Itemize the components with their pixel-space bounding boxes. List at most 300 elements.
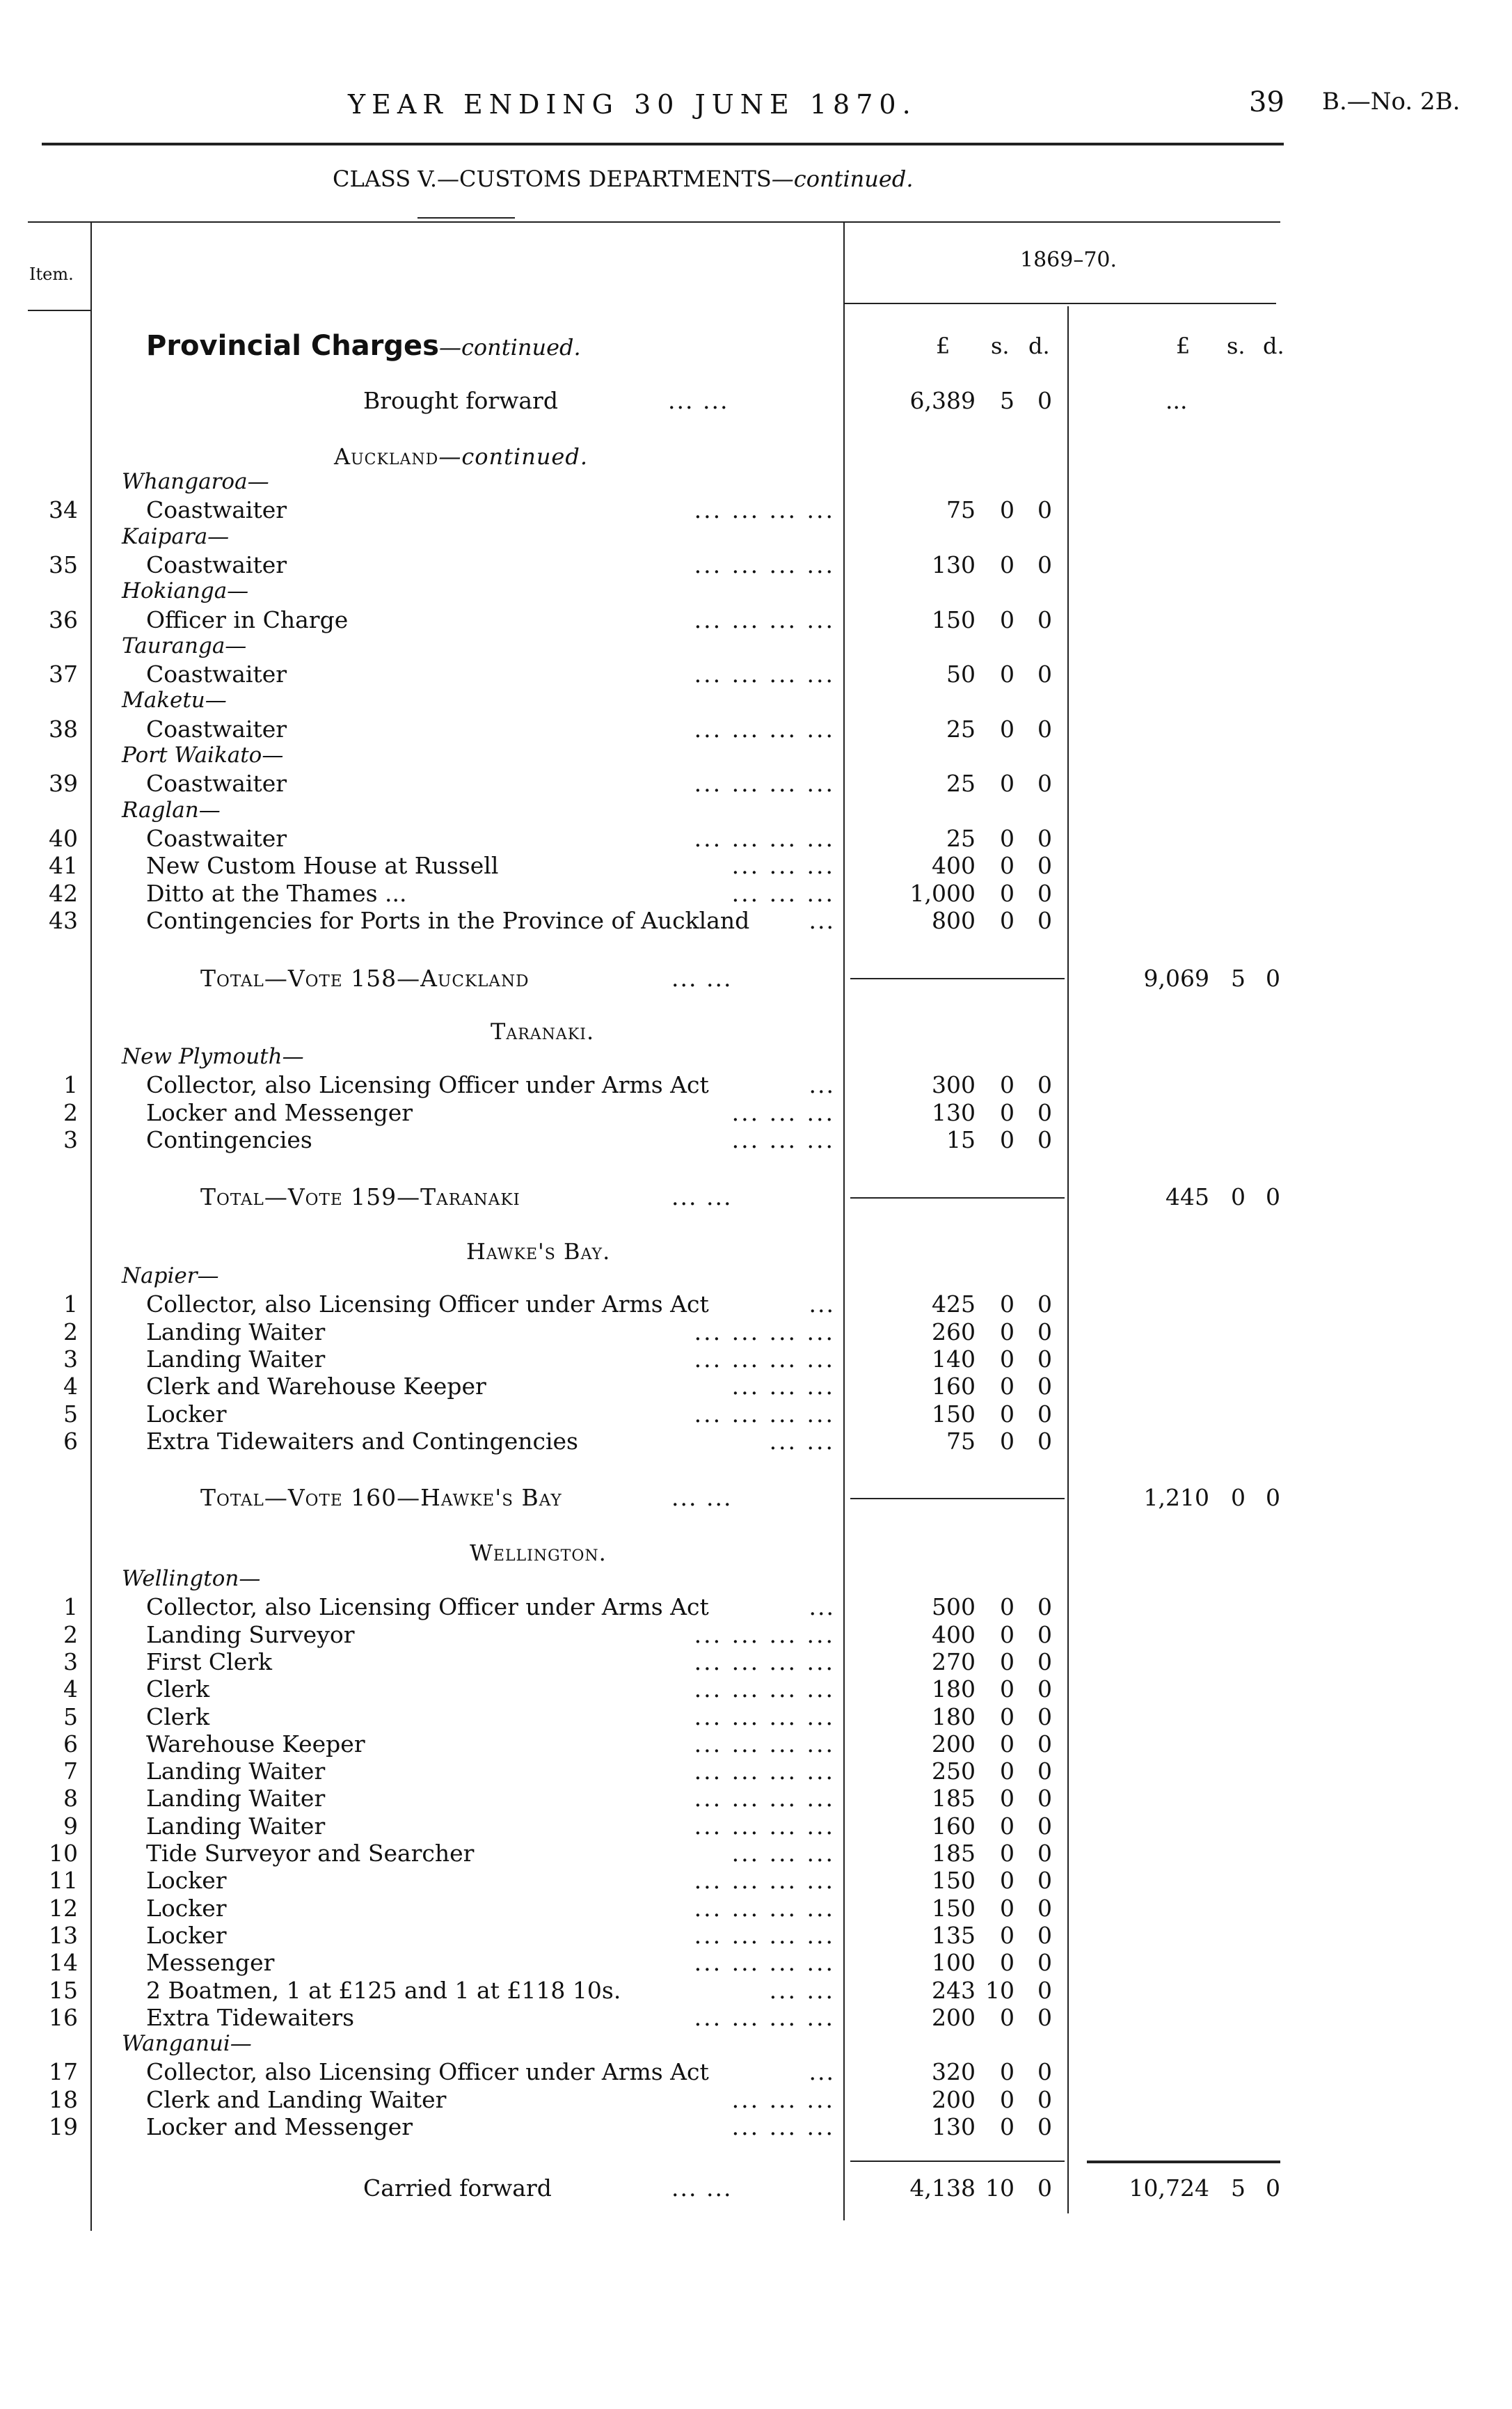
amount-pence: 0 [1037, 1648, 1052, 1675]
total-label: Total—Vote 158—Auckland [200, 965, 530, 992]
table-row [0, 1922, 1512, 1950]
shillings-header: s. [991, 333, 1010, 359]
table-row [0, 1099, 1512, 1127]
amount-pence: 0 [1037, 1730, 1052, 1758]
amount-pence: 0 [1037, 1894, 1052, 1922]
place-name: Hokianga— [122, 578, 249, 604]
item-description: Collector, also Licensing Officer under Arms Act [146, 1290, 709, 1318]
amount-shillings: 0 [1000, 2085, 1014, 2113]
amount-pounds: 75 [946, 496, 976, 524]
amount-pence: 0 [1037, 1976, 1052, 2004]
item-description: Locker [146, 1921, 227, 1949]
item-number: 2 [63, 1620, 78, 1648]
table-row [0, 1867, 1512, 1895]
place-name: Wanganui— [122, 2031, 252, 2057]
item-description: Collector, also Licensing Officer under Arms Act [146, 1593, 709, 1621]
item-description: Landing Waiter [146, 1785, 326, 1812]
table-row [0, 606, 1512, 634]
amount-pounds: 270 [932, 1648, 976, 1675]
year-header-rule [845, 303, 1276, 304]
place-name: Napier— [122, 1263, 219, 1288]
table-row [0, 2113, 1512, 2141]
class-title-rule [417, 217, 515, 219]
amount-pence: 0 [1037, 1785, 1052, 1812]
item-number: 34 [49, 496, 78, 524]
table-row [0, 661, 1512, 688]
item-number: 6 [63, 1730, 78, 1758]
amount-shillings: 0 [1000, 1400, 1014, 1428]
dot-leader: ... ... ... [731, 852, 835, 880]
amount-pence: 0 [1037, 906, 1052, 934]
item-number: 3 [63, 1125, 78, 1153]
item-number: 9 [63, 1812, 78, 1840]
table-row [0, 1290, 1512, 1318]
amount-pence: 0 [1037, 1703, 1052, 1730]
table-row [0, 1593, 1512, 1621]
amount-pounds: 400 [932, 1620, 976, 1648]
dot-leader: ... ... ... ... [694, 1894, 835, 1922]
amount-pence: 0 [1037, 824, 1052, 852]
subtotal-rule [850, 1197, 1065, 1199]
total-label: Total—Vote 160—Hawke's Bay [200, 1484, 562, 1511]
item-number: 42 [49, 879, 78, 907]
dot-leader: ... ... ... ... [694, 1758, 835, 1785]
item-description: Landing Surveyor [146, 1620, 355, 1648]
table-row [0, 1785, 1512, 1812]
pence-header: d. [1028, 333, 1050, 359]
amount-shillings: 0 [1000, 824, 1014, 852]
dot-leader: ... ... ... ... [694, 715, 835, 743]
amount-shillings: 0 [1000, 852, 1014, 880]
amount-shillings: 0 [1000, 661, 1014, 688]
total-pence: 0 [1266, 965, 1280, 992]
item-number: 3 [63, 1345, 78, 1373]
item-number: 11 [49, 1867, 78, 1895]
amount-pounds: 200 [932, 2085, 976, 2113]
item-number: 43 [49, 906, 78, 934]
amount-pounds: 300 [932, 1071, 976, 1099]
table-row [0, 852, 1512, 880]
dot-leader: ... ... ... ... [694, 1785, 835, 1812]
amount-shillings: 0 [1000, 1949, 1014, 1977]
total-shillings-header: s. [1227, 333, 1246, 359]
amount-pence: 0 [1037, 1867, 1052, 1895]
table-top-rule [28, 221, 1280, 223]
item-number: 12 [49, 1894, 78, 1922]
dot-leader: ... ... ... ... [694, 496, 835, 524]
amount-pounds: 185 [932, 1840, 976, 1867]
amount-pence: 0 [1037, 1620, 1052, 1648]
amount-shillings: 0 [1000, 879, 1014, 907]
item-description: Landing Waiter [146, 1345, 326, 1373]
amount-pence: 0 [1037, 2058, 1052, 2086]
table-row [0, 1373, 1512, 1400]
hawkes-bay-total-row [0, 1484, 1512, 1512]
amount-shillings: 0 [1000, 1125, 1014, 1153]
amount-shillings: 0 [1000, 1840, 1014, 1867]
dot-leader: ... ... ... ... [694, 661, 835, 688]
amount-pounds: 425 [932, 1290, 976, 1318]
amount-pence: 0 [1037, 661, 1052, 688]
amount-pounds: 1,000 [909, 879, 976, 907]
place-name: Port Waikato— [122, 743, 284, 768]
carried-forward-row [0, 2174, 1512, 2202]
amount-pence: 0 [1037, 1345, 1052, 1373]
total-label: Total—Vote 159—Taranaki [200, 1183, 520, 1210]
dot-leader: ... ... [671, 1484, 733, 1511]
item-description: Clerk and Warehouse Keeper [146, 1373, 486, 1400]
dot-leader: ... ... ... ... [694, 1730, 835, 1758]
amount-pence: 0 [1037, 2113, 1052, 2140]
item-description: Officer in Charge [146, 606, 349, 633]
table-row [0, 1318, 1512, 1346]
section-title: Provincial Charges—continued. [146, 330, 581, 362]
item-number: 41 [49, 852, 78, 880]
item-header-rule [28, 310, 90, 311]
amount-pence: 0 [1037, 1593, 1052, 1621]
item-description: Locker [146, 1867, 227, 1895]
amount-shillings: 0 [1000, 1785, 1014, 1812]
amount-shillings: 0 [1000, 1758, 1014, 1785]
item-column-header: Item. [29, 264, 74, 284]
dot-leader: ... [809, 1593, 835, 1621]
class-title: CLASS V.—CUSTOMS DEPARTMENTS—continued. [333, 166, 914, 192]
item-description: 2 Boatmen, 1 at £125 and 1 at £118 10s. [146, 1976, 621, 2004]
table-row [0, 1758, 1512, 1785]
total-pence: 0 [1266, 2174, 1280, 2202]
item-number: 1 [63, 1071, 78, 1099]
amount-shillings: 5 [1000, 387, 1014, 414]
item-description: Collector, also Licensing Officer under Arms Act [146, 1071, 709, 1099]
item-description: Locker [146, 1894, 227, 1922]
amount-shillings: 0 [1000, 1290, 1014, 1318]
dot-leader: ... ... ... ... [694, 1345, 835, 1373]
table-row [0, 1428, 1512, 1455]
amount-pence: 0 [1037, 715, 1052, 743]
dot-leader: ... [809, 1071, 835, 1099]
taranaki-total-row [0, 1183, 1512, 1211]
item-description: Coastwaiter [146, 770, 287, 798]
item-number: 15 [49, 1976, 78, 2004]
amount-pounds: 50 [946, 661, 976, 688]
total-pounds: 445 [1165, 1183, 1209, 1210]
item-description: Landing Waiter [146, 1318, 326, 1345]
total-shillings: 0 [1231, 1484, 1246, 1511]
item-description: First Clerk [146, 1648, 273, 1675]
dot-leader: ... ... ... ... [694, 1620, 835, 1648]
amount-pounds: 500 [932, 1593, 976, 1621]
amount-pounds: 25 [946, 824, 976, 852]
amount-pounds: 6,389 [909, 387, 976, 414]
table-row [0, 1703, 1512, 1731]
dot-leader: ... ... ... ... [694, 1812, 835, 1840]
item-description: Warehouse Keeper [146, 1730, 365, 1758]
item-description: Locker and Messenger [146, 2113, 413, 2140]
pound-header: £ [936, 333, 950, 359]
amount-pounds: 150 [932, 606, 976, 633]
amount-shillings: 0 [1000, 1867, 1014, 1895]
amount-pounds: 200 [932, 1730, 976, 1758]
item-number: 17 [49, 2058, 78, 2086]
place-name: Kaipara— [122, 523, 230, 549]
amount-pence: 0 [1037, 1427, 1052, 1455]
item-description: Ditto at the Thames ... [146, 879, 407, 907]
dot-leader: ... ... [671, 965, 733, 992]
dot-leader: ... [1165, 387, 1188, 414]
dot-leader: ... ... ... ... [694, 1400, 835, 1428]
amount-pounds: 200 [932, 2003, 976, 2031]
amount-shillings: 0 [1000, 1812, 1014, 1840]
item-number: 1 [63, 1593, 78, 1621]
table-row [0, 2086, 1512, 2114]
item-number: 4 [63, 1675, 78, 1703]
item-description: Tide Surveyor and Searcher [146, 1840, 475, 1867]
amount-shillings: 0 [1000, 1098, 1014, 1126]
amount-shillings: 0 [1000, 1373, 1014, 1400]
table-row [0, 551, 1512, 579]
total-shillings: 5 [1231, 2174, 1246, 2202]
table-row [0, 1840, 1512, 1867]
amount-shillings: 0 [1000, 2003, 1014, 2031]
amount-pounds: 75 [946, 1427, 976, 1455]
dot-leader: ... ... ... ... [694, 1921, 835, 1949]
item-number: 40 [49, 824, 78, 852]
item-number: 7 [63, 1758, 78, 1785]
dot-leader: ... ... [671, 2174, 733, 2202]
dot-leader: ... ... [671, 1183, 733, 1210]
item-description: New Custom House at Russell [146, 852, 499, 880]
dot-leader: ... ... ... ... [694, 1949, 835, 1977]
item-number: 2 [63, 1098, 78, 1126]
place-name: Tauranga— [122, 633, 247, 658]
place-name: Wellington— [122, 1566, 261, 1591]
dot-leader: ... ... ... ... [694, 1318, 835, 1345]
dot-leader: ... ... ... ... [694, 606, 835, 633]
dot-leader: ... ... ... [731, 2085, 835, 2113]
table-row [0, 716, 1512, 743]
amount-shillings: 10 [985, 2174, 1014, 2202]
item-number: 39 [49, 770, 78, 798]
amount-shillings: 0 [1000, 1894, 1014, 1922]
place-name: Maketu— [122, 688, 227, 713]
amount-pounds: 185 [932, 1785, 976, 1812]
amount-pence: 0 [1037, 2003, 1052, 2031]
dot-leader: ... ... ... [731, 879, 835, 907]
dot-leader: ... [809, 906, 835, 934]
item-description: Landing Waiter [146, 1812, 326, 1840]
total-pence-header: d. [1263, 333, 1284, 359]
dot-leader: ... [809, 2058, 835, 2086]
item-number: 18 [49, 2085, 78, 2113]
item-description: Landing Waiter [146, 1758, 326, 1785]
item-description: Clerk [146, 1703, 210, 1730]
amount-pounds: 180 [932, 1675, 976, 1703]
amount-pence: 0 [1037, 1290, 1052, 1318]
item-number: 35 [49, 551, 78, 578]
subtotal-rule [850, 2161, 1065, 2162]
item-description: Clerk and Landing Waiter [146, 2085, 447, 2113]
amount-shillings: 0 [1000, 715, 1014, 743]
dot-leader: ... ... ... ... [694, 1703, 835, 1730]
amount-pounds: 320 [932, 2058, 976, 2086]
amount-pence: 0 [1037, 1071, 1052, 1099]
item-number: 36 [49, 606, 78, 633]
running-header-title: YEAR ENDING 30 JUNE 1870. [348, 89, 917, 120]
item-description: Contingencies [146, 1125, 312, 1153]
amount-shillings: 0 [1000, 606, 1014, 633]
item-number: 37 [49, 661, 78, 688]
amount-pounds: 100 [932, 1949, 976, 1977]
place-name: Raglan— [122, 797, 221, 823]
item-description: Messenger [146, 1949, 275, 1977]
amount-shillings: 0 [1000, 770, 1014, 798]
amount-pounds: 25 [946, 770, 976, 798]
item-number: 3 [63, 1648, 78, 1675]
amount-shillings: 0 [1000, 1730, 1014, 1758]
table-row [0, 880, 1512, 908]
item-description: Extra Tidewaiters and Contingencies [146, 1427, 578, 1455]
brought-forward-row [0, 387, 1512, 415]
dot-leader: ... ... [668, 387, 729, 414]
amount-pounds: 180 [932, 1703, 976, 1730]
amount-pence: 0 [1037, 852, 1052, 880]
amount-shillings: 0 [1000, 2058, 1014, 2086]
amount-pence: 0 [1037, 1373, 1052, 1400]
table-row [0, 1071, 1512, 1099]
amount-pence: 0 [1037, 1400, 1052, 1428]
amount-pounds: 260 [932, 1318, 976, 1345]
dot-leader: ... ... ... ... [694, 1648, 835, 1675]
total-rule [1087, 2161, 1280, 2163]
amount-pence: 0 [1037, 770, 1052, 798]
dot-leader: ... ... ... [731, 1373, 835, 1400]
auckland-total-row [0, 965, 1512, 993]
total-pounds: 1,210 [1143, 1484, 1209, 1511]
amount-pence: 0 [1037, 387, 1052, 414]
total-shillings: 0 [1231, 1183, 1246, 1210]
dot-leader: ... ... ... [731, 2113, 835, 2140]
carried-forward-label: Carried forward [363, 2174, 552, 2202]
table-row [0, 2058, 1512, 2086]
item-number: 6 [63, 1427, 78, 1455]
amount-shillings: 10 [985, 1976, 1014, 2004]
item-description: Collector, also Licensing Officer under Arms Act [146, 2058, 709, 2086]
year-column-header: 1869–70. [1020, 248, 1117, 272]
amount-pounds: 150 [932, 1867, 976, 1895]
amount-pence: 0 [1037, 1675, 1052, 1703]
item-description: Clerk [146, 1675, 210, 1703]
document-reference: B.—No. 2B. [1322, 88, 1461, 116]
item-number: 16 [49, 2003, 78, 2031]
dot-leader: ... ... ... ... [694, 824, 835, 852]
item-description: Coastwaiter [146, 661, 287, 688]
item-number: 38 [49, 715, 78, 743]
dot-leader: ... ... ... [731, 1840, 835, 1867]
table-row [0, 1648, 1512, 1676]
amount-pounds: 130 [932, 2113, 976, 2140]
amount-pounds: 150 [932, 1894, 976, 1922]
amount-pence: 0 [1037, 879, 1052, 907]
table-row [0, 1621, 1512, 1649]
total-pound-header: £ [1176, 333, 1191, 359]
item-number: 2 [63, 1318, 78, 1345]
table-row [0, 1675, 1512, 1703]
item-description: Extra Tidewaiters [146, 2003, 355, 2031]
table-row [0, 1949, 1512, 1977]
page-number: 39 [1249, 86, 1284, 118]
amount-shillings: 0 [1000, 496, 1014, 524]
amount-pounds: 25 [946, 715, 976, 743]
table-row [0, 1730, 1512, 1758]
amount-pounds: 4,138 [909, 2174, 976, 2202]
dot-leader: ... ... ... [731, 1125, 835, 1153]
amount-pence: 0 [1037, 1125, 1052, 1153]
item-description: Locker and Messenger [146, 1098, 413, 1126]
item-description: Coastwaiter [146, 551, 287, 578]
amount-pence: 0 [1037, 2174, 1052, 2202]
brought-forward-label: Brought forward [363, 387, 558, 414]
amount-pounds: 150 [932, 1400, 976, 1428]
amount-pence: 0 [1037, 496, 1052, 524]
hawkes-bay-heading: Hawke's Bay. [466, 1238, 611, 1265]
wellington-heading: Wellington. [470, 1540, 607, 1566]
amount-pence: 0 [1037, 551, 1052, 578]
total-pounds: 9,069 [1143, 965, 1209, 992]
dot-leader: ... ... ... ... [694, 2003, 835, 2031]
item-description: Coastwaiter [146, 715, 287, 743]
total-pence: 0 [1266, 1484, 1280, 1511]
amount-shillings: 0 [1000, 1648, 1014, 1675]
amount-pence: 0 [1037, 1840, 1052, 1867]
total-pence: 0 [1266, 1183, 1280, 1210]
amount-pounds: 160 [932, 1373, 976, 1400]
subtotal-rule [850, 978, 1065, 979]
table-row [0, 825, 1512, 853]
table-row [0, 770, 1512, 798]
table-row [0, 1977, 1512, 2005]
auckland-heading: Auckland—continued. [334, 443, 589, 470]
amount-shillings: 0 [1000, 1675, 1014, 1703]
amount-pounds: 140 [932, 1345, 976, 1373]
amount-pounds: 243 [932, 1976, 976, 2004]
item-description: Coastwaiter [146, 496, 287, 524]
item-number: 4 [63, 1373, 78, 1400]
amount-pence: 0 [1037, 2085, 1052, 2113]
item-description: Coastwaiter [146, 824, 287, 852]
amount-pounds: 800 [932, 906, 976, 934]
amount-pence: 0 [1037, 1812, 1052, 1840]
amount-shillings: 0 [1000, 1427, 1014, 1455]
amount-pounds: 135 [932, 1921, 976, 1949]
place-name: New Plymouth— [122, 1044, 304, 1069]
amount-shillings: 0 [1000, 1620, 1014, 1648]
dot-leader: ... ... ... ... [694, 551, 835, 578]
item-number: 13 [49, 1921, 78, 1949]
amount-pounds: 130 [932, 1098, 976, 1126]
item-number: 14 [49, 1949, 78, 1977]
table-row [0, 1812, 1512, 1840]
amount-pounds: 130 [932, 551, 976, 578]
amount-pence: 0 [1037, 606, 1052, 633]
total-shillings: 5 [1231, 965, 1246, 992]
amount-shillings: 0 [1000, 1071, 1014, 1099]
subtotal-rule [850, 1498, 1065, 1499]
table-row [0, 1895, 1512, 1922]
dot-leader: ... ... [769, 1427, 835, 1455]
amount-shillings: 0 [1000, 1703, 1014, 1730]
dot-leader: ... ... ... ... [694, 1675, 835, 1703]
amount-pounds: 250 [932, 1758, 976, 1785]
